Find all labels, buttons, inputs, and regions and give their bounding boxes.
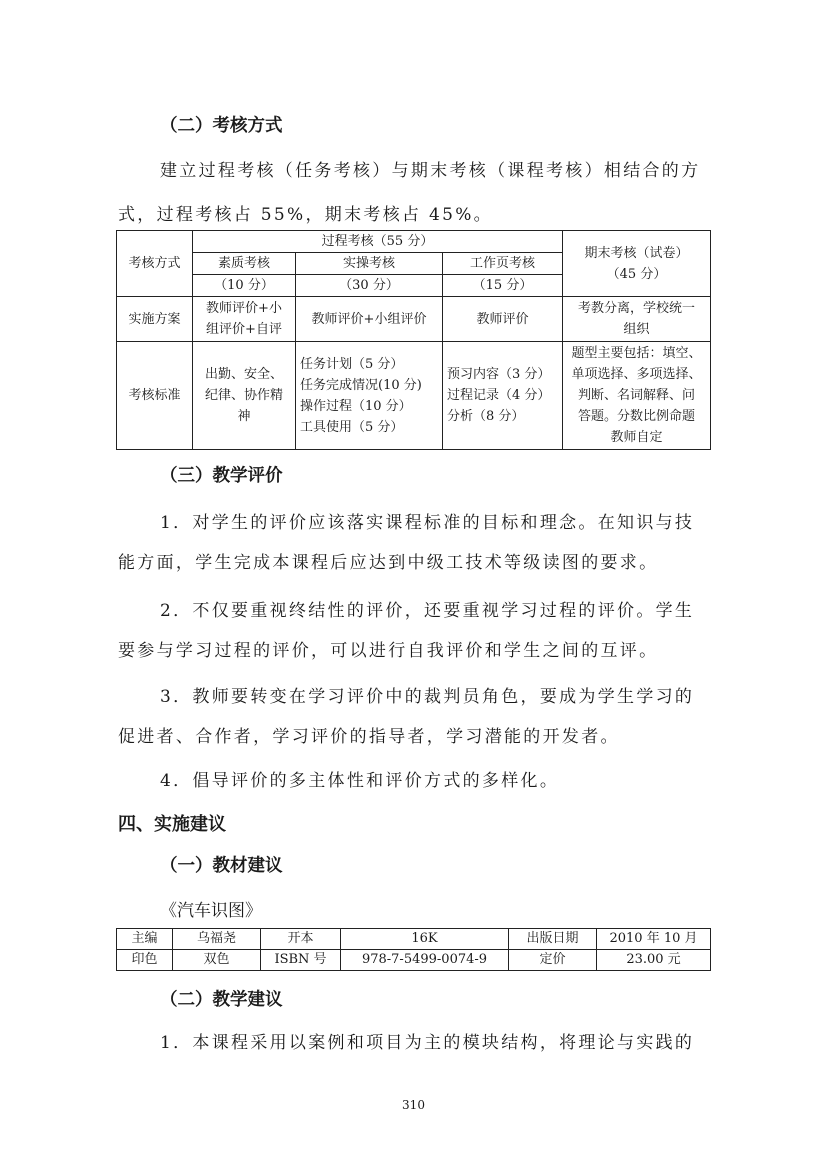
eval-item1-line2: 能方面，学生完成本课程后应达到中级工技术等级读图的要求。 — [118, 553, 659, 573]
row-standard-workpage-line3: 分析（8 分） — [447, 409, 525, 424]
row-standard-quality-line3: 神 — [237, 409, 251, 424]
row-plan-final — [563, 297, 711, 342]
book-cell-price: 23.00 元 — [597, 950, 711, 971]
book-info-table — [116, 928, 711, 971]
row-standard-workpage-line1: 预习内容（3 分） — [447, 367, 551, 382]
book-cell-format: 16K — [341, 929, 509, 950]
row-plan-workpage: 教师评价 — [443, 297, 563, 342]
eval-item4: 4．倡导评价的多主体性和评价方式的多样化。 — [160, 771, 560, 791]
row-standard-practical-line3: 操作过程（10 分） — [300, 398, 412, 414]
book-cell-format-label: 开本 — [261, 929, 341, 950]
table-row-plan — [117, 297, 711, 342]
row-standard-quality-line2: 纪律、协作精 — [204, 388, 283, 403]
header-process-assessment: 过程考核（55 分） — [193, 231, 563, 253]
eval-item3-line2: 促进者、合作者，学习评价的指导者，学习潜能的开发者。 — [118, 727, 620, 747]
row-standard-quality-line1: 出勤、安全、 — [204, 367, 283, 382]
assessment-table — [116, 230, 711, 450]
row-standard-workpage-line2: 过程记录（4 分） — [447, 388, 551, 403]
book-cell-editor-label: 主编 — [117, 929, 173, 950]
section-heading-assessment: （二）考核方式 — [160, 116, 283, 136]
row-standard-final-line4: 答题。分数比例命题 — [577, 409, 695, 424]
subsection-heading-textbook: （一）教材建议 — [160, 856, 283, 876]
header-workpage-points: （15 分） — [443, 275, 563, 297]
intro-paragraph-line1: 建立过程考核（任务考核）与期末考核（课程考核）相结合的方 — [160, 161, 701, 181]
row-plan-final-line1: 考教分离，学校统一 — [577, 301, 695, 316]
header-final-assessment — [563, 231, 711, 297]
eval-item2-line2: 要参与学习过程的评价，可以进行自我评价和学生之间的互评。 — [118, 641, 659, 661]
table-row — [117, 929, 711, 950]
book-cell-price-label: 定价 — [509, 950, 597, 971]
row-plan-practical: 教师评价+小组评价 — [296, 297, 443, 342]
row-standard-final-line5: 教师自定 — [610, 430, 663, 445]
row-standard-practical — [296, 342, 443, 450]
book-cell-color: 双色 — [173, 950, 261, 971]
page-number: 310 — [402, 1098, 425, 1112]
subsection-heading-teaching: （二）教学建议 — [160, 990, 283, 1010]
row-standard-quality — [193, 342, 296, 450]
row-standard-practical-line1: 任务计划（5 分） — [300, 356, 404, 372]
eval-item3-line1: 3．教师要转变在学习评价中的裁判员角色，要成为学生学习的 — [160, 687, 695, 707]
row-plan-quality-line2: 组评价+自评 — [206, 322, 282, 337]
book-cell-isbn-label: ISBN 号 — [261, 950, 341, 971]
eval-item2-line1: 2．不仅要重视终结性的评价，还要重视学习过程的评价。学生 — [160, 601, 695, 621]
row-standard-workpage — [443, 342, 563, 450]
table-row — [117, 950, 711, 971]
header-practical: 实操考核 — [296, 253, 443, 275]
book-cell-date-label: 出版日期 — [509, 929, 597, 950]
teaching-item1-line1: 1．本课程采用以案例和项目为主的模块结构，将理论与实践的 — [160, 1033, 695, 1053]
header-practical-points: （30 分） — [296, 275, 443, 297]
row-standard-practical-line4: 工具使用（5 分） — [300, 419, 404, 435]
row-standard-final-line3: 判断、名词解释、问 — [577, 388, 695, 403]
row-standard-label: 考核标准 — [117, 342, 193, 450]
row-plan-quality — [193, 297, 296, 342]
final-header-points: （45 分） — [606, 266, 667, 282]
book-title: 《汽车识图》 — [160, 901, 262, 921]
row-standard-practical-line2: 任务完成情况(10 分) — [300, 377, 422, 393]
table-row-standard — [117, 342, 711, 450]
row-plan-label: 实施方案 — [117, 297, 193, 342]
book-cell-isbn: 978-7-5499-0074-9 — [341, 950, 509, 971]
row-plan-quality-line1: 教师评价+小 — [206, 301, 282, 316]
book-cell-editor: 乌福尧 — [173, 929, 261, 950]
header-workpage: 工作页考核 — [443, 253, 563, 275]
row-standard-final — [563, 342, 711, 450]
book-cell-date: 2010 年 10 月 — [597, 929, 711, 950]
row-standard-final-line2: 单项选择、多项选择、 — [571, 367, 702, 382]
row-standard-final-line1: 题型主要包括：填空、 — [571, 346, 702, 361]
section-heading-implementation: 四、实施建议 — [118, 814, 226, 835]
book-cell-color-label: 印色 — [117, 950, 173, 971]
intro-paragraph-line2: 式，过程考核占 55%，期末考核占 45%。 — [118, 205, 493, 225]
eval-item1-line1: 1．对学生的评价应该落实课程标准的目标和理念。在知识与技 — [160, 513, 695, 533]
header-assessment-method: 考核方式 — [117, 231, 193, 297]
final-header-label: 期末考核（试卷） — [584, 245, 689, 261]
section-heading-evaluation: （三）教学评价 — [160, 466, 283, 486]
header-quality-points: （10 分） — [193, 275, 296, 297]
header-quality: 素质考核 — [193, 253, 296, 275]
row-plan-final-line2: 组织 — [623, 322, 650, 337]
